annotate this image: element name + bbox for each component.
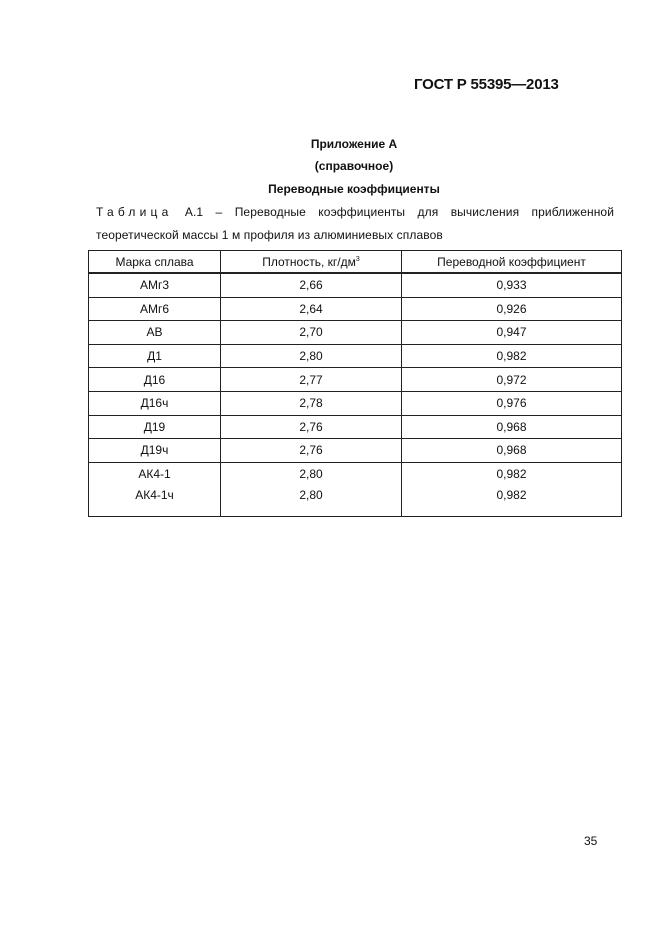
table-row: [89, 391, 622, 415]
cell-density: 2,64: [221, 297, 402, 321]
cell-density: 2,76: [221, 439, 402, 463]
cell-factor: 0,982: [402, 344, 622, 368]
cell-density: 2,80: [221, 344, 402, 368]
cell-factor: 0,982: [402, 462, 622, 485]
cell-factor: 0,982: [402, 485, 622, 517]
table-caption: [96, 201, 614, 247]
table-row: [89, 297, 622, 321]
appendix-heading: Переводные коэффициенты: [268, 182, 440, 196]
table-row: [89, 344, 622, 368]
cell-alloy: АМг3: [89, 273, 221, 297]
cell-alloy: АК4-1: [89, 462, 221, 485]
cell-alloy: АМг6: [89, 297, 221, 321]
table-caption-line-1: [96, 201, 614, 224]
cell-factor: 0,968: [402, 415, 622, 439]
appendix-title: Приложение А: [310, 137, 398, 151]
table-caption-text-1: Переводные коэффициенты для вычисления приближенной: [234, 205, 614, 219]
table-row: [89, 462, 622, 485]
header-density-label: Плотность, кг/дм: [262, 254, 356, 269]
table-row: [89, 485, 622, 517]
cell-alloy: Д16ч: [89, 391, 221, 415]
table-caption-label: Таблица: [96, 205, 173, 219]
table-row: [89, 321, 622, 345]
cell-alloy: АК4-1ч: [89, 485, 221, 517]
cell-factor: 0,968: [402, 439, 622, 463]
header-conversion-factor: Переводной коэффициент: [402, 251, 622, 274]
conversion-table: [88, 250, 622, 517]
cell-density: 2,70: [221, 321, 402, 345]
table-row: [89, 439, 622, 463]
cell-density: 2,76: [221, 415, 402, 439]
table-header-row: [89, 251, 622, 274]
cell-density: 2,80: [221, 462, 402, 485]
header-alloy-grade: Марка сплава: [89, 251, 221, 274]
cell-factor: 0,972: [402, 368, 622, 392]
cell-density: 2,78: [221, 391, 402, 415]
cell-alloy: Д16: [89, 368, 221, 392]
cell-factor: 0,976: [402, 391, 622, 415]
header-density-exponent: 3: [355, 255, 360, 263]
table-caption-text-2: теоретической массы 1 м профиля из алюминиевых сплавов: [96, 228, 443, 242]
cell-alloy: Д1: [89, 344, 221, 368]
document-code: ГОСТ Р 55395—2013: [414, 76, 559, 93]
table-caption-number: А.1 –: [184, 205, 223, 219]
cell-factor: 0,947: [402, 321, 622, 345]
cell-density: 2,80: [221, 485, 402, 517]
cell-alloy: АВ: [89, 321, 221, 345]
cell-density: 2,77: [221, 368, 402, 392]
page-number: 35: [584, 834, 598, 848]
cell-density: 2,66: [221, 273, 402, 297]
table-row: [89, 273, 622, 297]
appendix-subtitle: (справочное): [314, 159, 394, 173]
table-row: [89, 415, 622, 439]
table-row: [89, 368, 622, 392]
cell-alloy: Д19: [89, 415, 221, 439]
cell-factor: 0,933: [402, 273, 622, 297]
cell-factor: 0,926: [402, 297, 622, 321]
header-density: [221, 251, 402, 274]
cell-alloy: Д19ч: [89, 439, 221, 463]
